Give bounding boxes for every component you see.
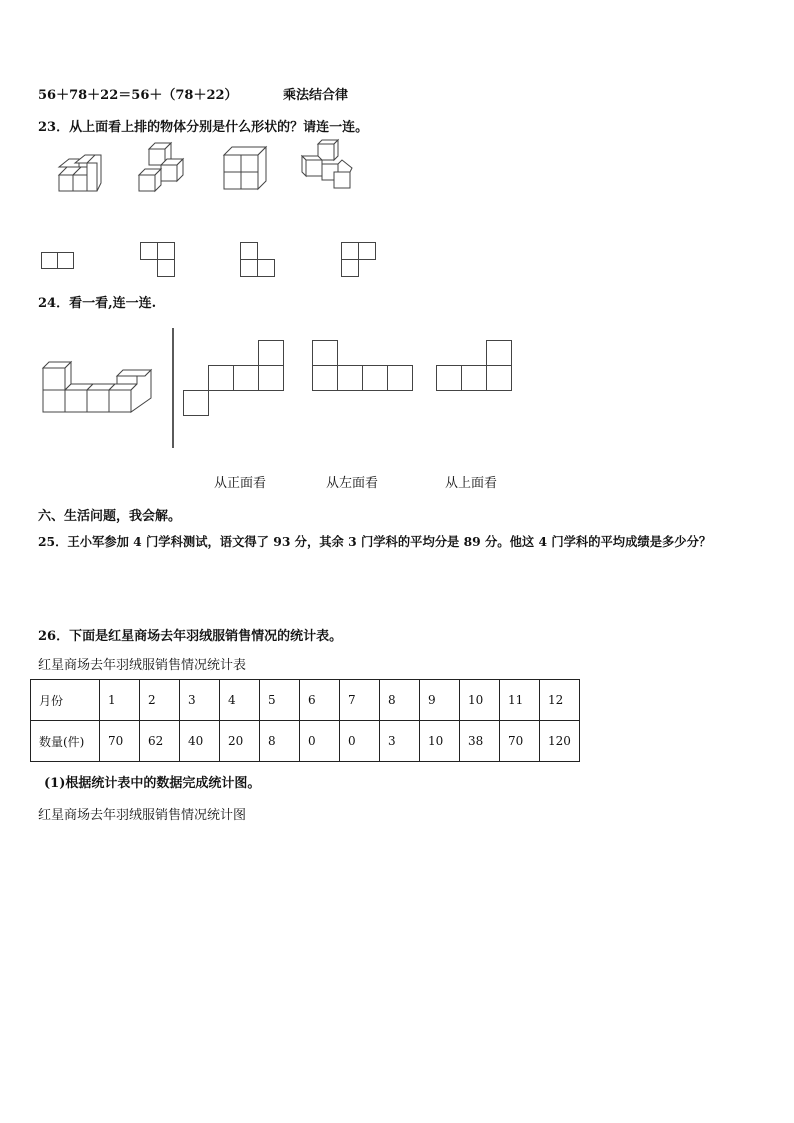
q24-divider [172, 328, 174, 448]
q24-view-left[interactable] [312, 340, 413, 391]
quantity-cell: 20 [220, 721, 260, 762]
quantity-cell: 3 [380, 721, 420, 762]
q23-text: 23．从上面看上排的物体分别是什么形状的？请连一连。 [38, 120, 369, 135]
q24-text: 24．看一看,连一连. [38, 296, 157, 311]
quantity-cell: 70 [500, 721, 540, 762]
view-label-top[interactable]: 从上面看 [445, 476, 498, 491]
q26-text: 26．下面是红星商场去年羽绒服销售情况的统计表。 [38, 629, 343, 644]
month-cell: 7 [340, 680, 380, 721]
quantity-cell: 10 [420, 721, 460, 762]
quantity-cell: 40 [180, 721, 220, 762]
q23-view-3[interactable] [240, 242, 276, 278]
q23-solid-4[interactable] [300, 140, 355, 194]
q24-view-top[interactable] [436, 340, 512, 391]
quantity-cell: 120 [540, 721, 580, 762]
quantity-cell: 0 [300, 721, 340, 762]
month-cell: 4 [220, 680, 260, 721]
quantity-cell: 8 [260, 721, 300, 762]
month-cell: 3 [180, 680, 220, 721]
month-cell: 11 [500, 680, 540, 721]
q24-solid[interactable] [42, 362, 154, 414]
q23-solid-1[interactable] [55, 155, 105, 195]
month-cell: 2 [140, 680, 180, 721]
row-header-quantity: 数量(件) [31, 721, 100, 762]
table-row-quantity [31, 721, 580, 762]
quantity-cell: 70 [100, 721, 140, 762]
q23-view-1[interactable] [41, 252, 75, 270]
chart-title: 红星商场去年羽绒服销售情况统计图 [38, 808, 247, 823]
view-label-front[interactable]: 从正面看 [214, 476, 267, 491]
quantity-cell: 38 [460, 721, 500, 762]
month-cell: 5 [260, 680, 300, 721]
month-cell: 12 [540, 680, 580, 721]
quantity-cell: 62 [140, 721, 180, 762]
law-text: 乘法结合律 [283, 88, 349, 103]
q23-view-2[interactable] [140, 242, 176, 278]
q23-solid-3[interactable] [220, 147, 270, 193]
section6-title: 六、生活问题，我会解。 [38, 509, 182, 524]
q25-text: 25．王小军参加 4 门学科测试，语文得了 93 分，其余 3 门学科的平均分是 89 分。他这 4 门学科的平均成绩是多少分？ [38, 534, 712, 549]
view-label-left[interactable]: 从左面看 [326, 476, 379, 491]
q23-solid-2[interactable] [137, 143, 187, 195]
month-cell: 10 [460, 680, 500, 721]
q23-view-4[interactable] [341, 242, 377, 278]
sales-table [30, 679, 580, 762]
table-row-months [31, 680, 580, 721]
row-header-month: 月份 [31, 680, 100, 721]
equation-text: 56＋78＋22＝56＋（78＋22） [38, 88, 238, 103]
q24-view-front[interactable] [183, 340, 284, 416]
quantity-cell: 0 [340, 721, 380, 762]
month-cell: 1 [100, 680, 140, 721]
month-cell: 9 [420, 680, 460, 721]
month-cell: 6 [300, 680, 340, 721]
month-cell: 8 [380, 680, 420, 721]
table-title: 红星商场去年羽绒服销售情况统计表 [38, 658, 247, 673]
q26-subq1: (1)根据统计表中的数据完成统计图。 [44, 776, 261, 791]
